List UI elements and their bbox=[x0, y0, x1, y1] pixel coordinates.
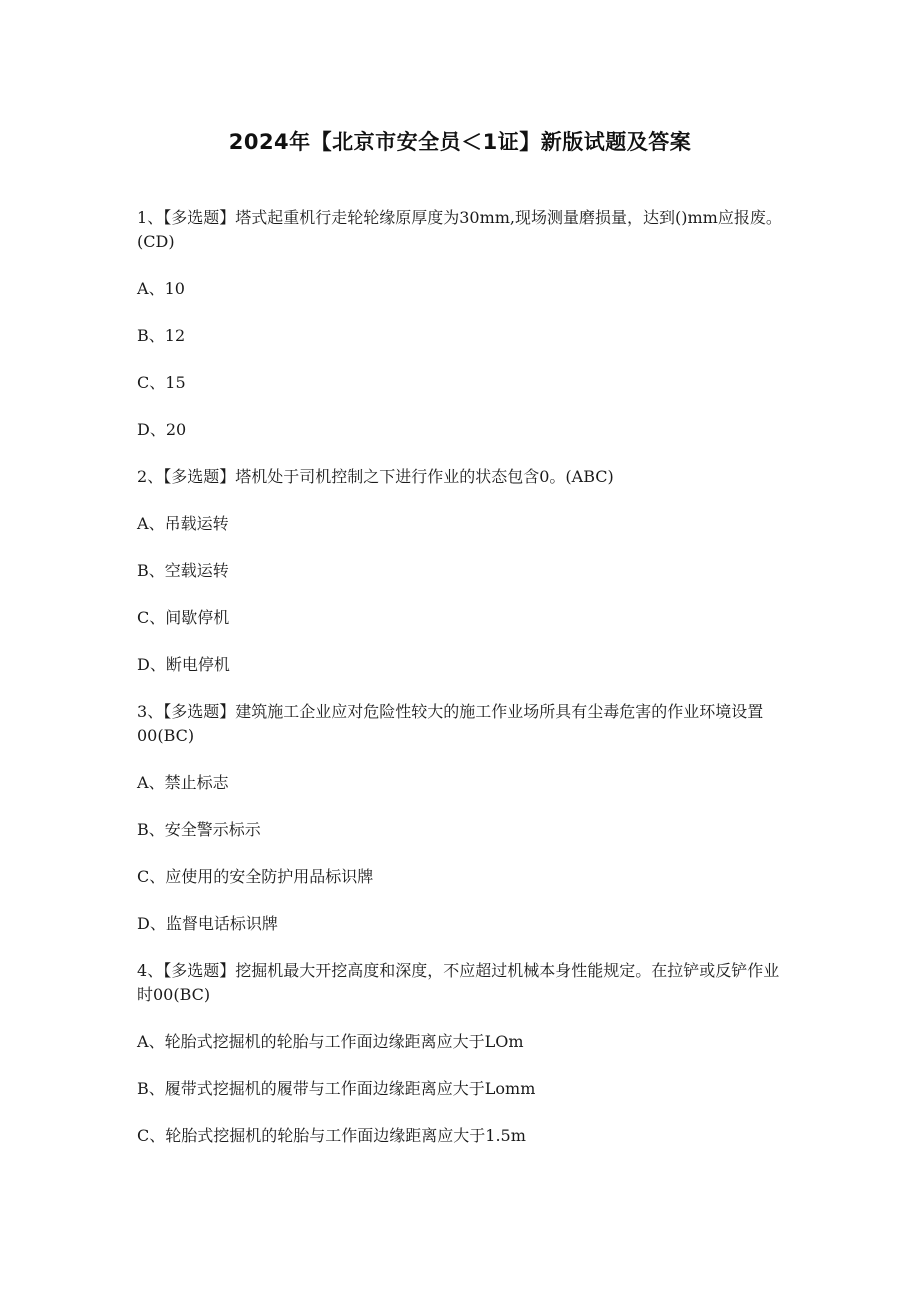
option-separator: 、 bbox=[148, 279, 165, 298]
option-separator: 、 bbox=[148, 326, 165, 345]
question-number: 2 bbox=[137, 467, 148, 486]
option-1a bbox=[137, 277, 787, 301]
option-letter: C bbox=[137, 867, 150, 886]
option-letter: B bbox=[137, 561, 149, 580]
question-type: 【多选题】 bbox=[163, 702, 236, 721]
option-letter: B bbox=[137, 820, 149, 839]
option-text: 15 bbox=[165, 373, 186, 392]
option-separator: 、 bbox=[149, 867, 166, 886]
option-text: 履带式挖掘机的履带与工作面边缘距离应大于Lomm bbox=[164, 1079, 536, 1098]
option-text: 断电停机 bbox=[165, 655, 230, 674]
option-text: 轮胎式挖掘机的轮胎与工作面边缘距离应大于1.5m bbox=[165, 1126, 526, 1145]
option-2c bbox=[137, 606, 787, 630]
question-type: 【多选题】 bbox=[163, 961, 236, 980]
option-separator: 、 bbox=[149, 420, 166, 439]
option-1b bbox=[137, 324, 787, 348]
option-2d bbox=[137, 653, 787, 677]
option-text: 禁止标志 bbox=[164, 773, 229, 792]
option-letter: C bbox=[137, 1126, 150, 1145]
question-separator: 、 bbox=[147, 702, 164, 721]
option-separator: 、 bbox=[149, 914, 166, 933]
question-text: 挖掘机最大开挖高度和深度，不应超过机械本身性能规定。在拉铲或反铲作业时00(BC) bbox=[137, 961, 780, 1004]
option-4c bbox=[137, 1124, 787, 1148]
question-number: 1 bbox=[137, 208, 148, 227]
question-type: 【多选题】 bbox=[163, 467, 236, 486]
question-list bbox=[137, 206, 787, 1171]
option-3c bbox=[137, 865, 787, 889]
option-1c bbox=[137, 371, 787, 395]
document-title: 2024年【北京市安全员＜1证】新版试题及答案 bbox=[228, 130, 692, 154]
option-letter: A bbox=[137, 773, 149, 792]
option-text: 10 bbox=[164, 279, 185, 298]
option-1d bbox=[137, 418, 787, 442]
question-separator: 、 bbox=[147, 208, 164, 227]
option-text: 间歇停机 bbox=[165, 608, 230, 627]
option-text: 吊载运转 bbox=[164, 514, 229, 533]
question-separator: 、 bbox=[147, 467, 164, 486]
option-4a bbox=[137, 1030, 787, 1054]
option-letter: A bbox=[137, 279, 149, 298]
option-letter: A bbox=[137, 514, 149, 533]
option-2b bbox=[137, 559, 787, 583]
option-letter: D bbox=[137, 914, 150, 933]
option-separator: 、 bbox=[149, 373, 166, 392]
option-letter: D bbox=[137, 420, 150, 439]
option-text: 安全警示标示 bbox=[164, 820, 261, 839]
option-3a bbox=[137, 771, 787, 795]
option-separator: 、 bbox=[148, 1032, 165, 1051]
option-separator: 、 bbox=[148, 1079, 165, 1098]
option-letter: B bbox=[137, 1079, 149, 1098]
option-separator: 、 bbox=[149, 608, 166, 627]
option-text: 监督电话标识牌 bbox=[165, 914, 278, 933]
option-letter: C bbox=[137, 373, 150, 392]
option-text: 12 bbox=[164, 326, 186, 345]
option-4b bbox=[137, 1077, 787, 1101]
option-text: 应使用的安全防护用品标识牌 bbox=[165, 867, 374, 886]
option-3b bbox=[137, 818, 787, 842]
option-text: 空载运转 bbox=[164, 561, 229, 580]
question-text: 塔式起重机行走轮轮缘原厚度为30mm,现场测量磨损量，达到()mm应报废。(CD) bbox=[137, 208, 782, 251]
option-text: 20 bbox=[165, 420, 187, 439]
option-separator: 、 bbox=[148, 820, 165, 839]
option-letter: C bbox=[137, 608, 150, 627]
option-separator: 、 bbox=[149, 655, 166, 674]
question-number: 4 bbox=[137, 961, 148, 980]
option-letter: A bbox=[137, 1032, 149, 1051]
option-letter: D bbox=[137, 655, 150, 674]
option-text: 轮胎式挖掘机的轮胎与工作面边缘距离应大于LOm bbox=[164, 1032, 524, 1051]
option-3d bbox=[137, 912, 787, 936]
option-separator: 、 bbox=[149, 1126, 166, 1145]
question-1 bbox=[137, 206, 787, 254]
question-text: 塔机处于司机控制之下进行作业的状态包含0。(ABC) bbox=[235, 467, 614, 486]
question-2 bbox=[137, 465, 787, 489]
question-type: 【多选题】 bbox=[163, 208, 236, 227]
question-4 bbox=[137, 959, 787, 1007]
option-separator: 、 bbox=[148, 514, 165, 533]
option-2a bbox=[137, 512, 787, 536]
question-3 bbox=[137, 700, 787, 748]
question-text: 建筑施工企业应对危险性较大的施工作业场所具有尘毒危害的作业环境设置00(BC) bbox=[137, 702, 764, 745]
question-separator: 、 bbox=[147, 961, 164, 980]
option-separator: 、 bbox=[148, 773, 165, 792]
question-number: 3 bbox=[137, 702, 148, 721]
option-letter: B bbox=[137, 326, 149, 345]
option-separator: 、 bbox=[148, 561, 165, 580]
